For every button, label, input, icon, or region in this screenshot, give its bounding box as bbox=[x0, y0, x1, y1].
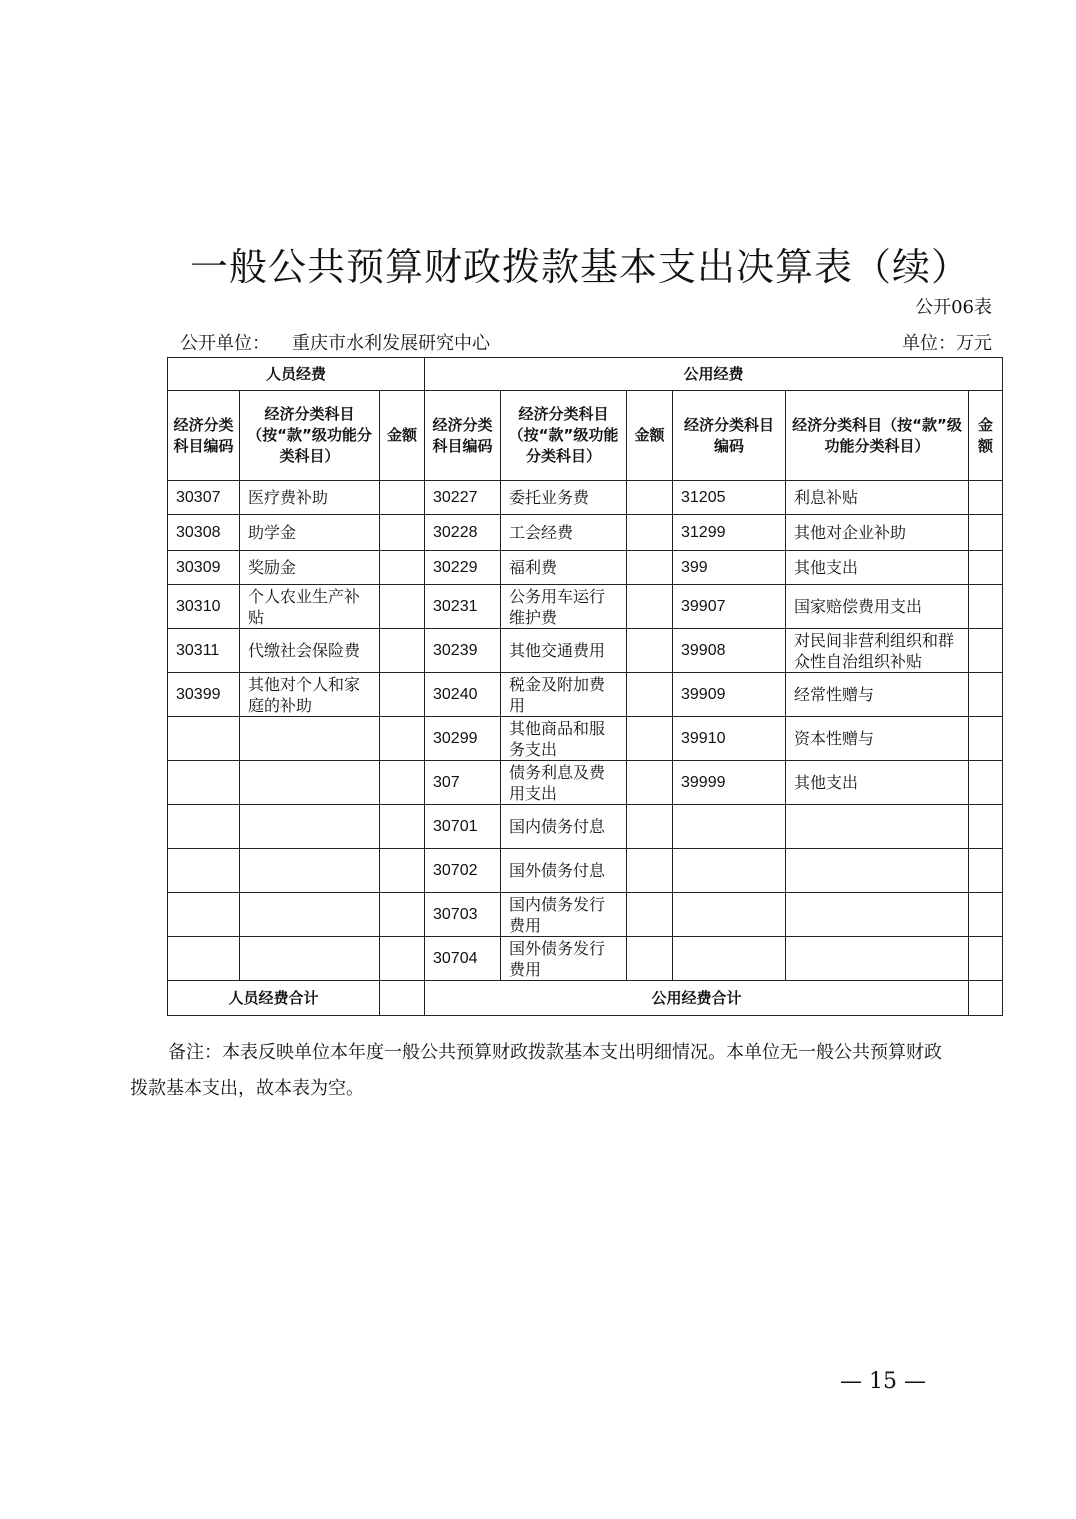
cell-p-name bbox=[240, 717, 380, 761]
cell-amount bbox=[380, 805, 425, 849]
total-personnel-label: 人员经费合计 bbox=[168, 981, 380, 1016]
cell-c-code: 30240 bbox=[425, 673, 501, 717]
cell-amount bbox=[380, 673, 425, 717]
cell-o-name bbox=[786, 849, 969, 893]
cell-p-name bbox=[240, 805, 380, 849]
header-p-code: 经济分类科目编码 bbox=[168, 391, 240, 481]
cell-o-name: 其他对企业补助 bbox=[786, 515, 969, 551]
cell-c-name: 税金及附加费用 bbox=[501, 673, 627, 717]
cell-o-name: 对民间非营利组织和群众性自治组织补贴 bbox=[786, 629, 969, 673]
table-row bbox=[168, 805, 1003, 849]
cell-amount bbox=[627, 673, 673, 717]
cell-amount bbox=[380, 717, 425, 761]
cell-amount bbox=[627, 585, 673, 629]
header-p-name: 经济分类科目（按“款”级功能分类科目） bbox=[240, 391, 380, 481]
cell-amount bbox=[969, 515, 1003, 551]
cell-amount bbox=[380, 761, 425, 805]
cell-amount bbox=[969, 673, 1003, 717]
cell-amount bbox=[380, 481, 425, 515]
cell-amount bbox=[969, 849, 1003, 893]
cell-amount bbox=[969, 481, 1003, 515]
cell-p-name: 医疗费补助 bbox=[240, 481, 380, 515]
unit-label: 公开单位： bbox=[180, 333, 270, 354]
cell-c-code: 30231 bbox=[425, 585, 501, 629]
cell-p-name: 助学金 bbox=[240, 515, 380, 551]
cell-c-code: 30228 bbox=[425, 515, 501, 551]
cell-amount bbox=[380, 893, 425, 937]
cell-amount bbox=[380, 849, 425, 893]
cell-o-code bbox=[673, 805, 786, 849]
cell-o-code bbox=[673, 937, 786, 981]
cell-c-name: 委托业务费 bbox=[501, 481, 627, 515]
cell-p-name: 个人农业生产补贴 bbox=[240, 585, 380, 629]
cell-c-name: 福利费 bbox=[501, 551, 627, 585]
cell-p-name bbox=[240, 761, 380, 805]
cell-p-code: 30309 bbox=[168, 551, 240, 585]
table-body bbox=[168, 481, 1003, 981]
cell-c-name: 国内债务发行费用 bbox=[501, 893, 627, 937]
table-row bbox=[168, 515, 1003, 551]
cell-amount bbox=[627, 515, 673, 551]
header-o-name: 经济分类科目（按“款”级功能分类科目） bbox=[786, 391, 969, 481]
cell-amount bbox=[627, 551, 673, 585]
cell-amount bbox=[969, 893, 1003, 937]
table-row bbox=[168, 551, 1003, 585]
cell-amount bbox=[627, 849, 673, 893]
cell-c-name: 债务利息及费用支出 bbox=[501, 761, 627, 805]
cell-p-code bbox=[168, 761, 240, 805]
cell-c-code: 30229 bbox=[425, 551, 501, 585]
cell-o-code: 31205 bbox=[673, 481, 786, 515]
cell-c-code: 30239 bbox=[425, 629, 501, 673]
cell-amount bbox=[627, 717, 673, 761]
cell-o-name bbox=[786, 893, 969, 937]
cell-p-code: 30308 bbox=[168, 515, 240, 551]
group-header-row bbox=[168, 358, 1003, 391]
column-header-row bbox=[168, 391, 1003, 481]
total-public-label: 公用经费合计 bbox=[425, 981, 969, 1016]
cell-o-name: 国家赔偿费用支出 bbox=[786, 585, 969, 629]
cell-p-name: 奖励金 bbox=[240, 551, 380, 585]
cell-amount bbox=[627, 629, 673, 673]
total-public-amount bbox=[969, 981, 1003, 1016]
header-o-code: 经济分类科目编码 bbox=[673, 391, 786, 481]
table-row bbox=[168, 673, 1003, 717]
cell-o-code: 39999 bbox=[673, 761, 786, 805]
cell-o-code: 39907 bbox=[673, 585, 786, 629]
cell-p-code bbox=[168, 849, 240, 893]
cell-amount bbox=[627, 937, 673, 981]
cell-c-code: 30227 bbox=[425, 481, 501, 515]
cell-o-code: 39908 bbox=[673, 629, 786, 673]
cell-p-code bbox=[168, 893, 240, 937]
table-row bbox=[168, 629, 1003, 673]
cell-c-code: 307 bbox=[425, 761, 501, 805]
cell-c-code: 30704 bbox=[425, 937, 501, 981]
cell-p-name bbox=[240, 849, 380, 893]
table-row bbox=[168, 937, 1003, 981]
cell-amount bbox=[627, 805, 673, 849]
header-c-amount: 金额 bbox=[627, 391, 673, 481]
cell-c-name: 工会经费 bbox=[501, 515, 627, 551]
table-row bbox=[168, 893, 1003, 937]
cell-c-code: 30299 bbox=[425, 717, 501, 761]
org-name: 重庆市水利发展研究中心 bbox=[292, 333, 490, 354]
cell-p-name bbox=[240, 937, 380, 981]
cell-amount bbox=[969, 585, 1003, 629]
cell-amount bbox=[969, 937, 1003, 981]
page-number: — 15 — bbox=[840, 1369, 926, 1394]
group-personnel: 人员经费 bbox=[168, 358, 425, 391]
cell-amount bbox=[380, 629, 425, 673]
cell-c-name: 其他商品和服务支出 bbox=[501, 717, 627, 761]
cell-amount bbox=[627, 761, 673, 805]
cell-o-name: 利息补贴 bbox=[786, 481, 969, 515]
group-public: 公用经费 bbox=[425, 358, 1003, 391]
cell-p-code bbox=[168, 805, 240, 849]
table-row bbox=[168, 717, 1003, 761]
header-c-code: 经济分类科目编码 bbox=[425, 391, 501, 481]
cell-p-name: 其他对个人和家庭的补助 bbox=[240, 673, 380, 717]
header-c-name: 经济分类科目（按“款”级功能分类科目） bbox=[501, 391, 627, 481]
total-row bbox=[168, 981, 1003, 1016]
table-row bbox=[168, 849, 1003, 893]
cell-o-code: 39909 bbox=[673, 673, 786, 717]
cell-p-code bbox=[168, 717, 240, 761]
cell-c-name: 公务用车运行维护费 bbox=[501, 585, 627, 629]
cell-amount bbox=[380, 585, 425, 629]
cell-o-code: 31299 bbox=[673, 515, 786, 551]
cell-o-name bbox=[786, 805, 969, 849]
form-number: 公开06表 bbox=[915, 297, 992, 318]
expenditure-table bbox=[167, 357, 1003, 1016]
cell-o-name bbox=[786, 937, 969, 981]
reporting-unit bbox=[180, 329, 490, 355]
cell-c-name: 国内债务付息 bbox=[501, 805, 627, 849]
cell-amount bbox=[380, 937, 425, 981]
cell-o-name: 其他支出 bbox=[786, 761, 969, 805]
cell-amount bbox=[969, 761, 1003, 805]
cell-amount bbox=[969, 551, 1003, 585]
cell-c-code: 30702 bbox=[425, 849, 501, 893]
cell-amount bbox=[627, 893, 673, 937]
table-row bbox=[168, 585, 1003, 629]
table-row bbox=[168, 481, 1003, 515]
cell-p-code: 30399 bbox=[168, 673, 240, 717]
cell-o-name: 其他支出 bbox=[786, 551, 969, 585]
cell-c-code: 30701 bbox=[425, 805, 501, 849]
table-row bbox=[168, 761, 1003, 805]
cell-p-code: 30311 bbox=[168, 629, 240, 673]
cell-p-name: 代缴社会保险费 bbox=[240, 629, 380, 673]
cell-o-code bbox=[673, 893, 786, 937]
page-title: 一般公共预算财政拨款基本支出决算表（续） bbox=[189, 245, 970, 289]
cell-o-name: 资本性赠与 bbox=[786, 717, 969, 761]
note: 备注：本表反映单位本年度一般公共预算财政拨款基本支出明细情况。本单位无一般公共预算财政拨款基本支出，故本表为空。 bbox=[130, 1042, 942, 1099]
cell-o-code: 39910 bbox=[673, 717, 786, 761]
money-unit: 单位：万元 bbox=[902, 333, 992, 354]
cell-p-code: 30310 bbox=[168, 585, 240, 629]
cell-o-code: 399 bbox=[673, 551, 786, 585]
cell-amount bbox=[380, 515, 425, 551]
cell-amount bbox=[627, 481, 673, 515]
cell-p-name bbox=[240, 893, 380, 937]
cell-c-code: 30703 bbox=[425, 893, 501, 937]
cell-p-code: 30307 bbox=[168, 481, 240, 515]
cell-amount bbox=[969, 717, 1003, 761]
cell-o-code bbox=[673, 849, 786, 893]
cell-p-code bbox=[168, 937, 240, 981]
cell-amount bbox=[969, 805, 1003, 849]
cell-c-name: 国外债务发行费用 bbox=[501, 937, 627, 981]
cell-amount bbox=[380, 551, 425, 585]
cell-o-name: 经常性赠与 bbox=[786, 673, 969, 717]
total-personnel-amount bbox=[380, 981, 425, 1016]
cell-amount bbox=[969, 629, 1003, 673]
cell-c-name: 国外债务付息 bbox=[501, 849, 627, 893]
cell-c-name: 其他交通费用 bbox=[501, 629, 627, 673]
header-o-amount: 金额 bbox=[969, 391, 1003, 481]
header-p-amount: 金额 bbox=[380, 391, 425, 481]
